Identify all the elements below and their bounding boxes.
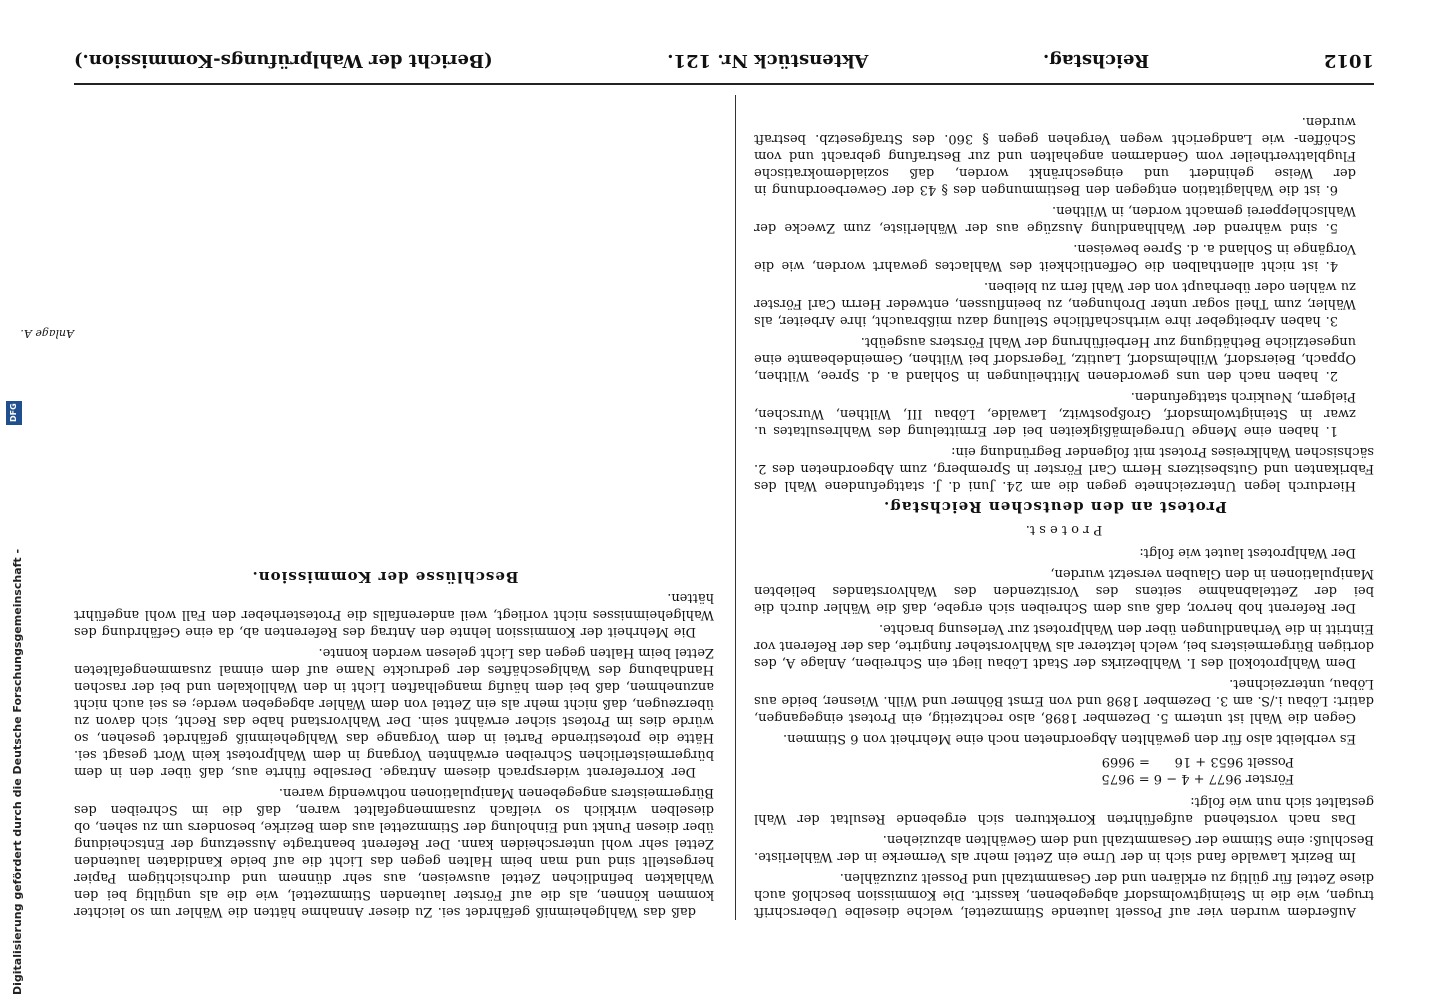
running-head-right: (Bericht der Wahlprüfungs-Kommission.) <box>74 50 493 72</box>
page-number: 1012 <box>1323 50 1374 72</box>
list-item: 2. haben nach den uns gewordenen Mittheilungen in Sohland a. d. Spree, Wilthen, Oppach, Beiersdorf, Wilhelmsdorf, Lautitz, Tegersdorf bei Wilthen, Gemeindebeamte eine ungesetzliche Bethätigung zur Herbeiführung der Wahl Försters ausgeübt. <box>754 334 1356 383</box>
commission-resolutions-heading: Beschlüsse der Kommission. <box>251 568 519 586</box>
paragraph: Der Wahlprotest lautet wie folgt: <box>1139 545 1356 560</box>
left-column <box>754 95 1374 920</box>
paragraph: Der Referent hob hervor, daß aus dem Schreiben sich ergebe, daß die Wähler durch die bei der Zettelabnahme seitens des Vorsitzenden des Wahlvorstandes beliebten Manipulationen in den Glauben versetzt wurden, <box>754 566 1374 615</box>
protest-heading: Protest an den deutschen Reichstag. <box>883 498 1227 516</box>
list-item: 6. ist die Wahlagitation entgegen den Bestimmungen des § 43 der Gewerbeordnung in der Weise gehindert und eingeschränkt worden, daß sozialdemokratische Flugblattvertheiler vom Gendarmen angehalten und zur Bestrafung gebracht und vom Schöffen- wie Landgericht wegen Vergehen gegen § 360. des Strafgesetzb. bestraft wurden. <box>754 114 1356 197</box>
paragraph: Das nach vorstehend aufgeführten Korrekturen sich ergebende Resultat der Wahl gestaltet sich nun wie folgt: <box>754 794 1374 826</box>
running-head-left: Reichstag. <box>1043 50 1150 72</box>
list-item: 1. haben eine Menge Unregelmäßigkeiten bei der Ermittelung des Wahlresultates u. zwar in Steinigtwolmsdorf, Großpostwitz, Lawalde, Löbau III, Wilthen, Wurschen, Pielgern, Neukirch stattgefunden. <box>754 389 1356 438</box>
header-rule <box>74 83 1374 85</box>
paragraph: Hierdurch legen Unterzeichnete gegen die am 24. Juni d. J. stattgefundene Wahl des Fabrikanten und Gutsbesitzers Herrn Carl Förster in Spremberg, zum Abgeordneten des 2. sächsischen Wahlkreises Protest mit folgender Begründung ein: <box>754 444 1374 493</box>
list-item: 5. sind während der Wahlhandlung Auszüge aus der Wählerliste, zum Zwecke der Wahlschlepperei gemacht worden, in Wilthen. <box>754 203 1356 235</box>
paragraph: Im Bezirk Lawalde fand sich in der Urne ein Zettel mehr als Vermerke in der Wählerliste. Beschluß: eine Stimme der Gesammtzahl und dem Gewählten abzuziehen. <box>754 832 1374 864</box>
paragraph: Es verbleibt also für den gewählten Abgeordneten noch eine Mehrheit von 6 Stimmen. <box>783 731 1356 746</box>
result-line-foerster: Förster 9677 + 4 − 6 = 9675 <box>1101 771 1294 786</box>
margin-note-anlage: Anlage A. <box>20 327 74 340</box>
dfg-logo: DFG <box>6 401 22 425</box>
dfg-footer <box>4 5 24 995</box>
paragraph: Außerdem wurden vier auf Posselt lautende Stimmzettel, welche dieselbe Ueberschrift trugen, wie die in Steinigtwolmsdorf abgegebenen, kassirt. Die Kommission beschloß auch diese Zettel für gültig zu erklären und der Gesammtzahl und Posselt zuzuzählen. <box>754 870 1374 919</box>
column-divider <box>735 95 736 920</box>
paragraph: Gegen die Wahl ist unterm 5. Dezember 1898, also rechtzeitig, ein Protest eingegangen, datirt: Löbau i./S. am 3. Dezember 1898 und von Ernst Böhmer und Wilh. Wiesner, beide aus Löbau, unterzeichnet. <box>754 676 1374 725</box>
paragraph: Die Mehrheit der Kommission lehnte den Antrag des Referenten ab, da eine Gefährdung des Wahlgeheimnisses nicht vorliegt, weil anderenfalls die Protesterheber den Fall wohl angeführt hätten. <box>74 590 714 639</box>
footer-text: Digitalisierung gefördert durch die Deutsche Forschungsgemeinschaft - <box>11 548 24 995</box>
result-line-posselt: Posselt 9653 + 16 = 9669 <box>1101 754 1294 769</box>
right-column <box>74 95 714 920</box>
paragraph: daß das Wahlgeheimniß gefährdet sei. Zu dieser Annahme hätten die Wähler um so leichter kommen können, als die auf Förster lautenden Stimmzettel, wie die als ungültig bei den Wahlakten befindlichen Zettel ausweisen, aus sehr dünnem und durchsichtigem Papier hergestellt sind und man beim Halten gegen das Licht die auf beide Kandidaten lautenden Zettel sehr wohl unterscheiden kann. Der Referent beantragte Aussetzung der Entscheidung über diesen Punkt und Einholung der Stimmzettel aus dem Bezirke, besonders um zu sehen, ob dieselben wirklich so vielfach zusammengefaltet waren, daß die im Schreiben des Bürgermeisters angegebenen Manipulationen nothwendig waren. <box>74 785 714 919</box>
list-item: 4. ist nicht allenthalben die Oeffentlichkeit des Wahlactes gewahrt worden, wie die Vorgänge in Sohland a. d. Spree beweisen. <box>754 241 1356 273</box>
election-results <box>754 753 1294 787</box>
list-item: 3. haben Arbeitgeber ihre wirthschaftliche Stellung dazu mißbraucht, ihre Arbeiter, als Wähler, zum Theil sogar unter Drohungen, zu beeinflussen, entweder Herrn Carl Förster zu wählen oder überhaupt von der Wahl fern zu bleiben. <box>754 279 1356 328</box>
running-head-center: Aktenstück Nr. 121. <box>667 50 869 72</box>
paragraph: Dem Wahlprotokoll des I. Wahlbezirks der Stadt Löbau liegt ein Schreiben, Anlage A, des dortigen Bürgermeisters bei, welch letzterer als Wahlvorsteher fungirte, das der Referent vor Eintritt in die Verhandlungen über den Wahlprotest zur Verlesung brachte. <box>753 621 1374 670</box>
protest-label: P r o t e s t. <box>1025 522 1103 537</box>
running-head <box>74 47 1374 75</box>
paragraph: Der Korreferent widersprach diesem Antrage. Derselbe führte aus, daß über den in dem bürgermeisterlichen Schreiben erwähnten Vorgang in dem Wahlprotest kein Wort gesagt sei. Hätte die protestirende Partei in dem Vorgange das Wahlgeheimniß gefährdet gesehen, so würde dies im Protest sicher erwähnt sein. Der Wahlvorstand habe das Recht, sich davon zu überzeugen, daß nicht mehr als ein Zettel von dem Wähler abgegeben werde; es sei auch nicht anzunehmen, daß bei dem häufig mangelhaften Licht in den Wahllokalen und bei der raschen Handhabung des Wahlgeschäftes der gedruckte Name auf dem einmal zusammengefalteten Zettel beim Halten gegen das Licht gelesen werden konnte. <box>74 645 714 779</box>
